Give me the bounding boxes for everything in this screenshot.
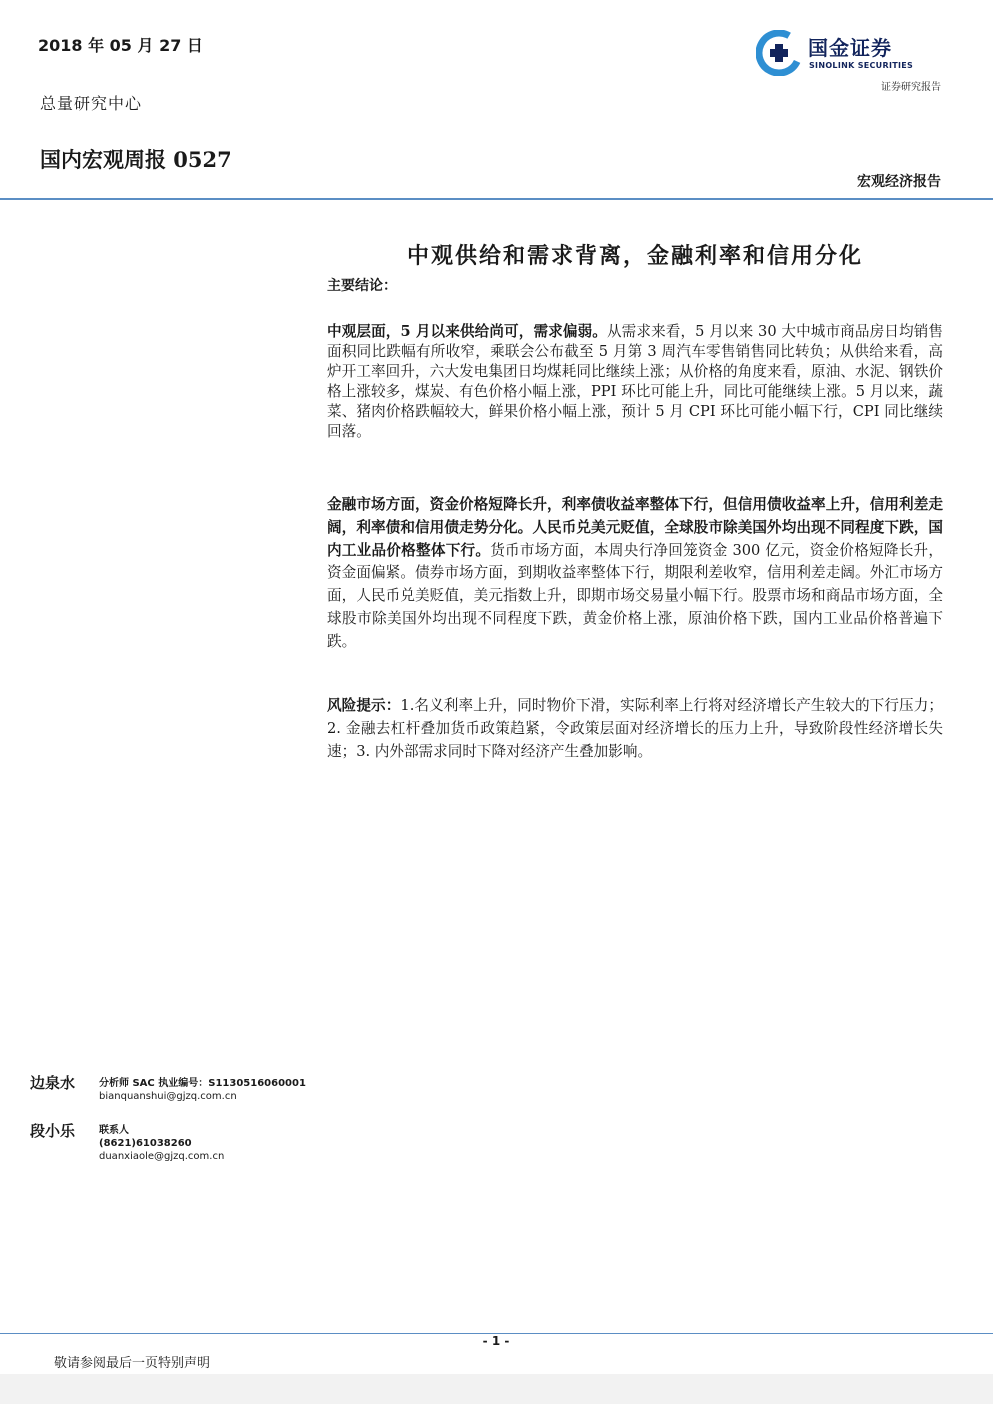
paragraph-lead: 风险提示： xyxy=(327,697,401,714)
author-info xyxy=(99,1124,224,1163)
author-role: 联系人 xyxy=(99,1125,129,1136)
author-role: 分析师 SAC 执业编号： xyxy=(99,1078,209,1089)
logo-chinese-name: 国金证券 xyxy=(808,36,892,60)
author-info xyxy=(99,1077,306,1103)
page-number: - 1 - xyxy=(482,1334,510,1348)
logo-mark-icon xyxy=(756,30,802,76)
footer-band xyxy=(0,1374,993,1404)
conclusion-label: 主要结论： xyxy=(327,278,397,294)
author-email[interactable]: bianquanshui@gjzq.com.cn xyxy=(99,1091,237,1102)
header-divider xyxy=(0,198,993,200)
report-title: 国内宏观周报 0527 xyxy=(40,147,232,172)
company-logo xyxy=(756,30,946,78)
logo-english-name: SINOLINK SECURITIES xyxy=(809,61,914,70)
report-headline: 中观供给和需求背离，金融利率和信用分化 xyxy=(406,243,863,269)
report-kind: 证券研究报告 xyxy=(881,82,941,93)
author-name: 边泉水 xyxy=(30,1074,76,1092)
paragraph-lead: 金融市场方面，资金价格短降长升，利率债收益率整体下行，但信用债收益率上升，信用利差走阔，利率债和信用债走势分化。人民币兑美元贬值，全球股市除美国外均出现不同程度下跌，国内工业品价格整体下行。 xyxy=(327,496,943,559)
paragraph-financial-markets xyxy=(327,494,943,654)
paragraph-body: 从需求来看，5 月以来 30 大中城市商品房日均销售面积同比跌幅有所收窄，乘联会公布截至 5 月第 3 周汽车零售销售同比转负；从供给来看，高炉开工率回升，六大发电集团日均煤耗同比继续上涨；从价格的角度来看，原油、水泥、钢铁价格上涨较多，煤炭、有色价格小幅上涨，PPI 环比可能上升，同比可能继续上涨。5 月以来，蔬菜、猪肉价格跌幅较大，鲜果价格小幅上涨，预计 5 月 CPI 环比可能小幅下行，CPI 同比继续回落。 xyxy=(327,323,943,440)
author-cert-number: S1130516060001 xyxy=(208,1078,306,1089)
author-name: 段小乐 xyxy=(30,1122,76,1140)
research-center: 总量研究中心 xyxy=(40,94,143,113)
paragraph-body: 货币市场方面，本周央行净回笼资金 300 亿元，资金价格短降长升，资金面偏紧。债券市场方面，到期收益率整体下行，期限利差收窄，信用利差走阔。外汇市场方面，人民币兑美贬值，美元指数上升，即期市场交易量小幅下行。股票市场和商品市场方面，全球股市除美国外均出现不同程度下跌，黄金价格上涨，原油价格下跌，国内工业品价格普遍下跌。 xyxy=(327,541,943,650)
disclaimer: 敬请参阅最后一页特别声明 xyxy=(54,1356,211,1371)
author-email[interactable]: duanxiaole@gjzq.com.cn xyxy=(99,1151,225,1162)
report-category: 宏观经济报告 xyxy=(857,174,941,190)
author-phone: (8621)61038260 xyxy=(99,1138,192,1149)
paragraph-risk xyxy=(327,695,943,763)
paragraph-body: 1.名义利率上升，同时物价下滑，实际利率上行将对经济增长产生较大的下行压力；2. 金融去杠杆叠加货币政策趋紧，令政策层面对经济增长的压力上升，导致阶段性经济增长失速；3. 内外部需求同时下降对经济产生叠加影响。 xyxy=(327,697,943,760)
paragraph-meso xyxy=(327,322,943,442)
report-date: 2018 年 05 月 27 日 xyxy=(38,36,203,55)
paragraph-lead: 中观层面，5 月以来供给尚可，需求偏弱。 xyxy=(327,323,607,340)
